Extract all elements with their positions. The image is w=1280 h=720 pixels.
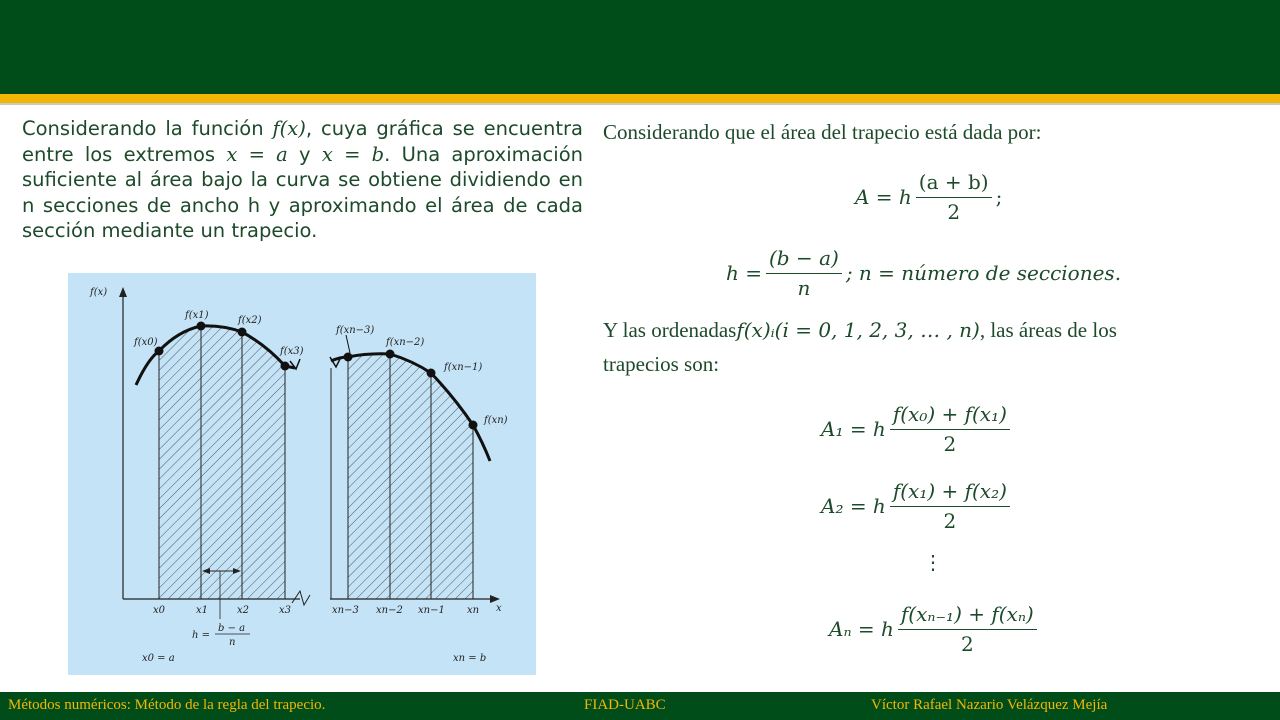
h-formula bbox=[726, 246, 1121, 300]
h-numerator: b − a bbox=[218, 623, 246, 634]
y-axis-label: f(x) bbox=[90, 287, 108, 298]
trapezoid-figure bbox=[68, 273, 536, 675]
vertical-ellipsis: ⋮ bbox=[923, 550, 943, 574]
y-axis-arrow bbox=[119, 287, 127, 297]
a1-fraction bbox=[890, 402, 1010, 456]
ordinates-text-1: Y las ordenadas bbox=[603, 318, 737, 342]
x-axis-label: x bbox=[496, 603, 502, 614]
area-denominator: 2 bbox=[947, 200, 961, 224]
trapezoid-diagram bbox=[68, 273, 536, 675]
tick-x3: x3 bbox=[279, 605, 292, 616]
ordinates-line-2: trapecios son: bbox=[603, 352, 720, 376]
h-fraction bbox=[766, 246, 842, 300]
tick-xn3: xn−3 bbox=[332, 605, 359, 616]
label-fx2: f(x2) bbox=[238, 315, 262, 326]
an-fraction bbox=[898, 602, 1037, 656]
limit-a: x = a bbox=[226, 142, 288, 166]
tick-x0: x0 bbox=[153, 605, 166, 616]
label-pointer bbox=[346, 335, 350, 353]
area-semicolon: ; bbox=[995, 185, 1003, 209]
label-fx0: f(x0) bbox=[134, 337, 158, 348]
label-fxn1: f(xn−1) bbox=[444, 362, 483, 373]
a2-fraction bbox=[890, 479, 1010, 533]
label-fxn3: f(xn−3) bbox=[336, 325, 375, 336]
a1-formula bbox=[821, 402, 1014, 456]
header-divider bbox=[0, 103, 1280, 105]
a2-numerator: f(x₁) + f(x₂) bbox=[890, 479, 1010, 507]
intro-text-1: Considerando la función bbox=[22, 117, 273, 140]
point-xn2 bbox=[386, 350, 395, 359]
h-label: h = bbox=[192, 630, 210, 641]
limit-b: x = b bbox=[321, 142, 385, 166]
label-fxn: f(xn) bbox=[484, 415, 508, 426]
a1-denominator: 2 bbox=[943, 432, 957, 456]
h-denominator: n bbox=[229, 637, 236, 648]
axis-break bbox=[292, 591, 310, 605]
h-formula-denominator: n bbox=[797, 276, 811, 300]
point-x1 bbox=[197, 322, 206, 331]
label-fxn2: f(xn−2) bbox=[386, 337, 425, 348]
intro-paragraph bbox=[22, 116, 583, 244]
h-formula-numerator: (b − a) bbox=[766, 246, 842, 274]
footer-author: Víctor Rafael Nazario Velázquez Mejía bbox=[871, 697, 1108, 713]
tick-xn: xn bbox=[467, 605, 480, 616]
x0-equals-a: x0 = a bbox=[142, 653, 175, 664]
point-x2 bbox=[238, 328, 247, 337]
ordinates-math: f(x)ᵢ(i = 0, 1, 2, 3, … , n) bbox=[736, 318, 980, 342]
tick-xn2: xn−2 bbox=[376, 605, 403, 616]
point-xn3 bbox=[344, 353, 353, 362]
footer-course-title: Métodos numéricos: Método de la regla del trapecio. bbox=[8, 697, 326, 713]
function-fx: f(x) bbox=[272, 117, 306, 140]
label-fx1: f(x1) bbox=[185, 310, 209, 321]
label-fx3: f(x3) bbox=[280, 346, 304, 357]
ordinates-text-2: , las áreas de los bbox=[979, 318, 1117, 342]
point-x3 bbox=[281, 362, 290, 371]
area-numerator: (a + b) bbox=[916, 170, 992, 198]
a2-denominator: 2 bbox=[943, 509, 957, 533]
footer-institution: FIAD-UABC bbox=[584, 697, 666, 713]
a2-lhs: A₂ = h bbox=[821, 494, 886, 518]
tick-xn1: xn−1 bbox=[418, 605, 445, 616]
tick-x2: x2 bbox=[237, 605, 250, 616]
a2-formula bbox=[821, 479, 1014, 533]
h-lhs: h = bbox=[726, 261, 762, 285]
intro-text-2: , cuya gráfica se encuentra entre los extremos bbox=[22, 117, 583, 166]
a1-numerator: f(x₀) + f(x₁) bbox=[890, 402, 1010, 430]
point-xn1 bbox=[427, 369, 436, 378]
h-sections-text: ; n = número de secciones. bbox=[845, 261, 1122, 285]
header-bar bbox=[0, 0, 1280, 94]
ordinates-line bbox=[603, 318, 1117, 343]
hatched-area-left bbox=[159, 326, 285, 599]
footer-bar bbox=[0, 692, 1280, 720]
a1-lhs: A₁ = h bbox=[821, 417, 886, 441]
point-xn bbox=[469, 421, 478, 430]
an-numerator: f(xₙ₋₁) + f(xₙ) bbox=[898, 602, 1037, 630]
area-lhs: A = h bbox=[855, 185, 912, 209]
intro-text-3: y bbox=[287, 142, 322, 166]
hatched-area-right bbox=[348, 354, 473, 599]
xn-equals-b: xn = b bbox=[453, 653, 487, 664]
area-intro-text: Considerando que el área del trapecio está dada por: bbox=[603, 120, 1042, 144]
tick-x1: x1 bbox=[196, 605, 209, 616]
x-axis-arrow bbox=[490, 595, 500, 603]
intro-text-4: . Una aproximación suficiente al área bajo la curva se obtiene dividiendo en n secciones de ancho h y aproximando el área de cada sección mediante un trapecio. bbox=[22, 142, 583, 242]
area-fraction bbox=[916, 170, 992, 224]
an-formula bbox=[829, 602, 1041, 656]
trapezoid-area-formula bbox=[855, 170, 1002, 224]
header-accent-stripe bbox=[0, 94, 1280, 103]
an-lhs: Aₙ = h bbox=[829, 617, 894, 641]
an-denominator: 2 bbox=[960, 632, 974, 656]
